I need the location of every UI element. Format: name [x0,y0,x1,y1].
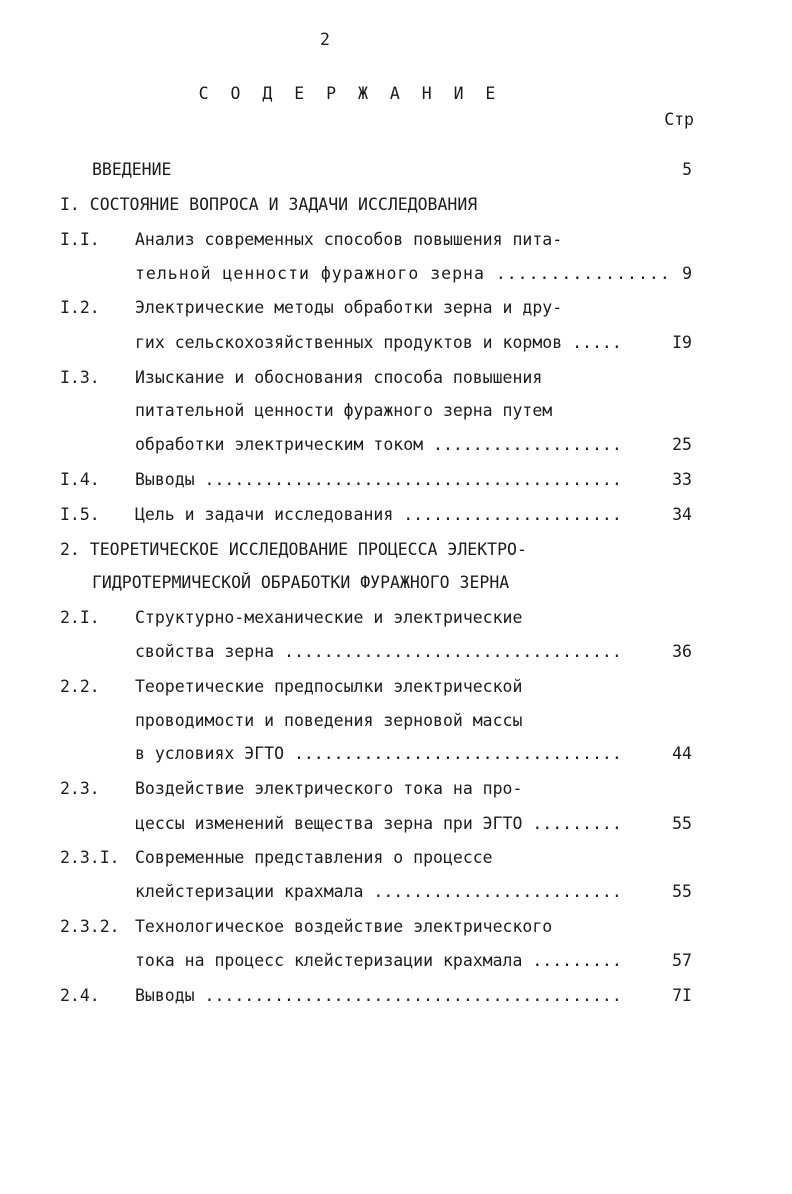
toc-entry-page: 5 [682,160,692,179]
toc-entry-page: 33 [672,470,692,489]
toc-entry-text: I. СОСТОЯНИЕ ВОПРОСА И ЗАДАЧИ ИССЛЕДОВАНИЯ [60,195,478,214]
toc-entry-text: питательной ценности фуражного зерна путем [135,401,553,420]
toc-entry-2-1-cont [0,642,792,666]
toc-entry-2-3-1-cont [0,882,792,906]
toc-entry-number: 2.3. [60,779,100,798]
page-column-header: Стр [664,110,694,129]
toc-entry-text: Структурно-механические и электрические [135,608,523,627]
toc-entry-2-3-2-cont [0,951,792,975]
toc-entry-page: 7I [672,986,692,1005]
toc-entry-2-2-cont [0,744,792,768]
toc-entry-text: проводимости и поведения зерновой массы [135,711,523,730]
toc-entry-1-4 [0,470,792,494]
toc-entry-number: 2.3.I. [60,848,120,867]
toc-entry-text: Электрические методы обработки зерна и дру- [135,298,563,317]
toc-entry-number: I.4. [60,470,100,489]
toc-entry-page: 34 [672,505,692,524]
toc-entry-2-3-2 [0,917,792,941]
toc-entry-number: I.2. [60,298,100,317]
toc-entry-text: Воздействие электрического тока на про- [135,779,523,798]
toc-entry-text: ВВЕДЕНИЕ [92,160,172,179]
toc-entry-number: 2.4. [60,986,100,1005]
toc-entry-number: 2.3.2. [60,917,120,936]
toc-entry-page: I9 [672,333,692,352]
toc-entry-text: гих сельскохозяйственных продуктов и кормов ..... [135,333,622,352]
toc-entry-page: 36 [672,642,692,661]
toc-entry-1-3-cont [0,435,792,459]
toc-chapter-2-heading-cont [0,573,792,597]
contents-title: С О Д Е Р Ж А Н И Е [198,84,502,103]
toc-entry-1-5 [0,505,792,529]
toc-entry-1-2-cont [0,333,792,357]
toc-entry-text: Современные представления о процессе [135,848,493,867]
page-number: 2 [320,30,330,49]
toc-entry-1-3-cont [0,401,792,425]
toc-entry-1-1-cont [0,264,792,288]
toc-entry-number: 2.2. [60,677,100,696]
toc-entry-text: Технологическое воздействие электрического [135,917,553,936]
toc-entry-text: 2. ТЕОРЕТИЧЕСКОЕ ИССЛЕДОВАНИЕ ПРОЦЕССА ЭЛЕКТРО- [60,540,527,559]
toc-entry-2-3-1 [0,848,792,872]
toc-entry-text: Анализ современных способов повышения пита- [135,230,563,249]
toc-chapter-2-heading [0,540,792,564]
toc-entry-number: I.3. [60,368,100,387]
toc-entry-text: Цель и задачи исследования ...................... [135,505,622,524]
toc-entry-text: Выводы .......................................... [135,986,622,1005]
toc-entry-text: цессы изменений вещества зерна при ЭГТО ......... [135,814,622,833]
toc-entry-introduction [0,160,792,184]
toc-entry-2-2 [0,677,792,701]
toc-entry-text: тельной ценности фуражного зерна ................ [135,264,671,283]
toc-entry-2-4 [0,986,792,1010]
toc-entry-1-1 [0,230,792,254]
toc-entry-text: тока на процесс клейстеризации крахмала ......... [135,951,622,970]
toc-entry-text: клейстеризации крахмала ......................... [135,882,622,901]
toc-entry-page: 44 [672,744,692,763]
toc-entry-number: I.5. [60,505,100,524]
toc-entry-1-2 [0,298,792,322]
toc-entry-2-3-cont [0,814,792,838]
toc-entry-text: в условиях ЭГТО ................................. [135,744,622,763]
toc-entry-2-1 [0,608,792,632]
toc-entry-number: 2.I. [60,608,100,627]
toc-entry-page: 25 [672,435,692,454]
toc-entry-text: Теоретические предпосылки электрической [135,677,523,696]
toc-entry-text: ГИДРОТЕРМИЧЕСКОЙ ОБРАБОТКИ ФУРАЖНОГО ЗЕРНА [92,573,510,592]
toc-entry-text: Изыскание и обоснования способа повышения [135,368,543,387]
toc-entry-page: 55 [672,882,692,901]
toc-entry-page: 55 [672,814,692,833]
toc-entry-text: свойства зерна .................................. [135,642,622,661]
toc-entry-1-3 [0,368,792,392]
toc-entry-number: I.I. [60,230,100,249]
toc-entry-text: обработки электрическим током ................... [135,435,622,454]
toc-chapter-1-heading [0,195,792,219]
toc-entry-text: Выводы .......................................... [135,470,622,489]
toc-entry-2-2-cont [0,711,792,735]
toc-entry-2-3 [0,779,792,803]
toc-entry-page: 9 [682,264,692,283]
toc-entry-page: 57 [672,951,692,970]
